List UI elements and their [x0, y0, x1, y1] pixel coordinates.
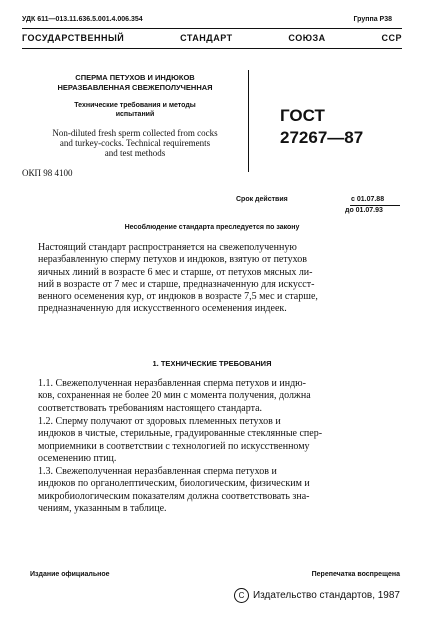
english-title-line: and turkey-cocks. Technical requirements — [59, 138, 211, 148]
text-line: неразбавленную сперму петухов и индюков, взятую от петухов — [38, 254, 307, 266]
english-title-line: Non-diluted fresh sperm collected from cocks — [52, 128, 218, 138]
top-rule — [22, 28, 402, 29]
legal-notice: Несоблюдение стандарта преследуется по закону — [124, 224, 300, 231]
text-line: чениям, указанным в таблице. — [38, 502, 167, 514]
text-line: Настоящий стандарт распространяется на свежеполученную — [38, 242, 297, 253]
text-line: индюков в чистые, стерильные, градуированные стеклянные спер- — [38, 428, 323, 440]
copyright-icon: C — [234, 588, 249, 603]
english-title-line: and test methods — [104, 148, 166, 158]
text-line: моприемники в соответствии с технологией по искусственному — [38, 440, 310, 452]
text-line: осеменению птиц. — [38, 452, 117, 464]
group-code: Группа Р38 — [353, 16, 392, 23]
okp-code: ОКП 98 4100 — [22, 168, 73, 178]
text-line: яичных линий в возрасте 6 мес и старше, от петухов мясных ли- — [38, 266, 313, 278]
text-line: 1.1. Свежеполученная неразбавленная сперма петухов и индю- — [38, 378, 306, 389]
banner-word: СОЮЗА — [288, 33, 326, 43]
text-line: ний в возрасте от 7 мес и старше, предназначенную для искусст- — [38, 278, 315, 290]
reprint-forbidden-note: Перепечатка воспрещена — [311, 571, 400, 578]
text-line: ков, сохраненная не более 20 мин с момента получения, должна — [38, 390, 311, 402]
copyright-line — [234, 588, 400, 603]
banner-word: ССР — [381, 33, 402, 43]
gost-designation — [280, 105, 363, 149]
text-line: 1.2. Сперму получают от здоровых племенных петухов и — [38, 416, 281, 427]
text-line: 1.3. Свежеполученная неразбавленная сперма петухов и — [38, 466, 277, 477]
validity-to: до 01.07.93 — [345, 207, 383, 214]
text-line: предназначенную для искусственного осеменения индеек. — [38, 303, 287, 315]
title-line: СПЕРМА ПЕТУХОВ И ИНДЮКОВ — [75, 73, 195, 82]
clause-1-2 — [38, 416, 402, 465]
subtitle-line: испытаний — [115, 111, 155, 118]
clause-1-1 — [38, 378, 402, 415]
title-divider — [248, 70, 249, 172]
banner-word: СТАНДАРТ — [180, 33, 233, 43]
validity-label: Срок действия — [236, 196, 288, 203]
text-line: индюков по органолептическим, биологическим, физическим и — [38, 478, 310, 490]
clause-1-3 — [38, 466, 402, 515]
text-line: соответствовать требованиям настоящего стандарта. — [38, 402, 263, 414]
gost-label: ГОСТ — [280, 106, 325, 125]
intro-paragraph — [38, 242, 402, 316]
state-standard-banner — [22, 33, 402, 43]
text-line: венного осеменения кур, от индюков в возрасте 7,5 мес и старше, — [38, 291, 318, 303]
official-edition-note: Издание официальное — [30, 571, 110, 578]
banner-word: ГОСУДАРСТВЕННЫЙ — [22, 33, 125, 43]
copyright-text: Издательство стандартов, 1987 — [252, 590, 400, 601]
banner-rule — [22, 48, 402, 49]
gost-number: 27267—87 — [280, 128, 364, 147]
subtitle-line: Технические требования и методы — [74, 102, 196, 109]
validity-from: с 01.07.88 — [351, 196, 385, 203]
udk-code: УДК 611—013.11.636.5.001.4.006.354 — [22, 16, 143, 23]
validity-underline — [350, 205, 400, 206]
section-heading: 1. ТЕХНИЧЕСКИЕ ТРЕБОВАНИЯ — [152, 359, 272, 368]
title-line: НЕРАЗБАВЛЕННАЯ СВЕЖЕПОЛУЧЕННАЯ — [57, 83, 213, 92]
text-line: микробиологическим показателям должна соответствовать зна- — [38, 490, 310, 502]
